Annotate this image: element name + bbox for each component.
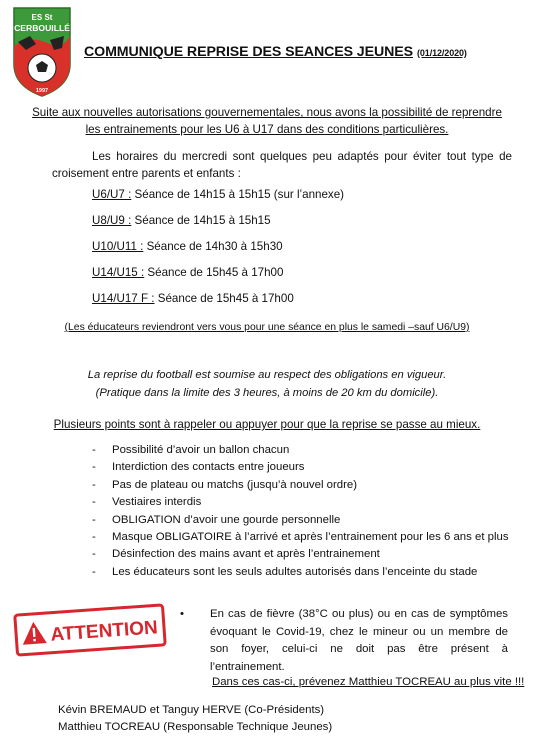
title-text: COMMUNIQUE REPRISE DES SEANCES JEUNES xyxy=(84,44,413,60)
attention-label: ATTENTION xyxy=(49,617,159,646)
list-item xyxy=(92,496,509,513)
schedule-group: U6/U7 : xyxy=(92,188,132,201)
fever-warning xyxy=(180,606,508,676)
intro-text: Suite aux nouvelles autorisations gouvernementales, nous avons la possibilité de reprendre les entrainements pour les U6 à U17 dans des conditions particulières. xyxy=(32,106,502,136)
bullet-dot: • xyxy=(180,608,184,620)
schedule-row xyxy=(92,266,344,292)
schedule-time: Séance de 14h30 à 15h30 xyxy=(143,240,283,253)
schedule-row xyxy=(92,292,344,318)
list-item xyxy=(92,461,509,478)
bullet-dash: - xyxy=(92,478,96,491)
title-date: (01/12/2020) xyxy=(416,48,467,58)
page-title xyxy=(84,44,467,60)
saturday-note: (Les éducateurs reviendront vers vous pour une séance en plus le samedi –sauf U6/U9) xyxy=(64,322,470,333)
point-text: Les éducateurs sont les seuls adultes autorisés dans l’enceinte du stade xyxy=(112,565,478,578)
point-text: Vestiaires interdis xyxy=(112,496,202,509)
rules-line-1: La reprise du football est soumise au respect des obligations en vigueur. xyxy=(87,369,447,381)
schedule-row xyxy=(92,188,344,214)
point-text: Interdiction des contacts entre joueurs xyxy=(112,461,305,474)
list-item xyxy=(92,566,509,583)
club-logo xyxy=(10,6,74,98)
prevent-contact: Dans ces cas-ci, prévenez Matthieu TOCREAU au plus vite !!! xyxy=(212,676,525,688)
schedule-group: U10/U11 : xyxy=(92,240,144,253)
points-list xyxy=(92,444,509,583)
list-item xyxy=(92,479,509,496)
list-item xyxy=(92,514,509,531)
list-item xyxy=(92,444,509,461)
point-text: Masque OBLIGATOIRE à l’arrivé et après l’entrainement pour les 6 ans et plus xyxy=(112,530,509,543)
schedule-time: Séance de 14h15 à 15h15 xyxy=(131,214,271,227)
bullet-dash: - xyxy=(92,444,96,456)
rules-block xyxy=(0,366,534,402)
schedule-group: U14/U17 F : xyxy=(92,292,155,305)
point-text: Possibilité d’avoir un ballon chacun xyxy=(112,444,290,456)
attention-stamp xyxy=(10,602,170,658)
schedule-intro: Les horaires du mercredi sont quelques peu adaptés pour éviter tout type de croisement entre parents et enfants : xyxy=(52,150,512,180)
list-item xyxy=(92,531,509,548)
bullet-dash: - xyxy=(92,496,96,509)
bullet-dash: - xyxy=(92,565,96,578)
schedule-group: U14/U15 : xyxy=(92,266,145,279)
logo-club-name: CERBOUILLÉ xyxy=(14,23,70,33)
bullet-dash: - xyxy=(92,530,96,543)
point-text: Pas de plateau ou matchs (jusqu’à nouvel ordre) xyxy=(112,478,358,491)
rules-line-2: (Pratique dans la limite des 3 heures, à moins de 20 km du domicile). xyxy=(95,387,439,399)
schedule-time: Séance de 14h15 à 15h15 (sur l’annexe) xyxy=(131,188,345,201)
signature-technical: Matthieu TOCREAU (Responsable Technique Jeunes) xyxy=(58,721,333,733)
schedule-time: Séance de 15h45 à 17h00 xyxy=(144,266,284,279)
schedule-group: U8/U9 : xyxy=(92,214,132,227)
signature-presidents: Kévin BREMAUD et Tanguy HERVE (Co-Présidents) xyxy=(58,704,325,716)
schedule-row xyxy=(92,214,344,240)
point-text: OBLIGATION d’avoir une gourde personnelle xyxy=(112,513,341,526)
logo-year: 1997 xyxy=(35,88,49,94)
points-intro: Plusieurs points sont à rappeler ou appuyer pour que la reprise se passe au mieux. xyxy=(53,418,481,431)
schedule-row xyxy=(92,240,344,266)
schedule-time: Séance de 15h45 à 17h00 xyxy=(154,292,294,305)
schedule-list xyxy=(92,188,344,318)
fever-text: En cas de fièvre (38°C ou plus) ou en cas de symptômes évoquant le Covid-19, chez le mineur ou un membre de son foyer, celui-ci ne doit pas être présent à l’entrainement. xyxy=(210,608,508,673)
bullet-dash: - xyxy=(92,548,96,561)
logo-top-text: ES St xyxy=(31,13,53,22)
signatures xyxy=(58,702,332,736)
point-text: Désinfection des mains avant et après l’entrainement xyxy=(112,548,380,561)
bullet-dash: - xyxy=(92,513,96,526)
bullet-dash: - xyxy=(92,461,96,474)
list-item xyxy=(92,548,509,565)
